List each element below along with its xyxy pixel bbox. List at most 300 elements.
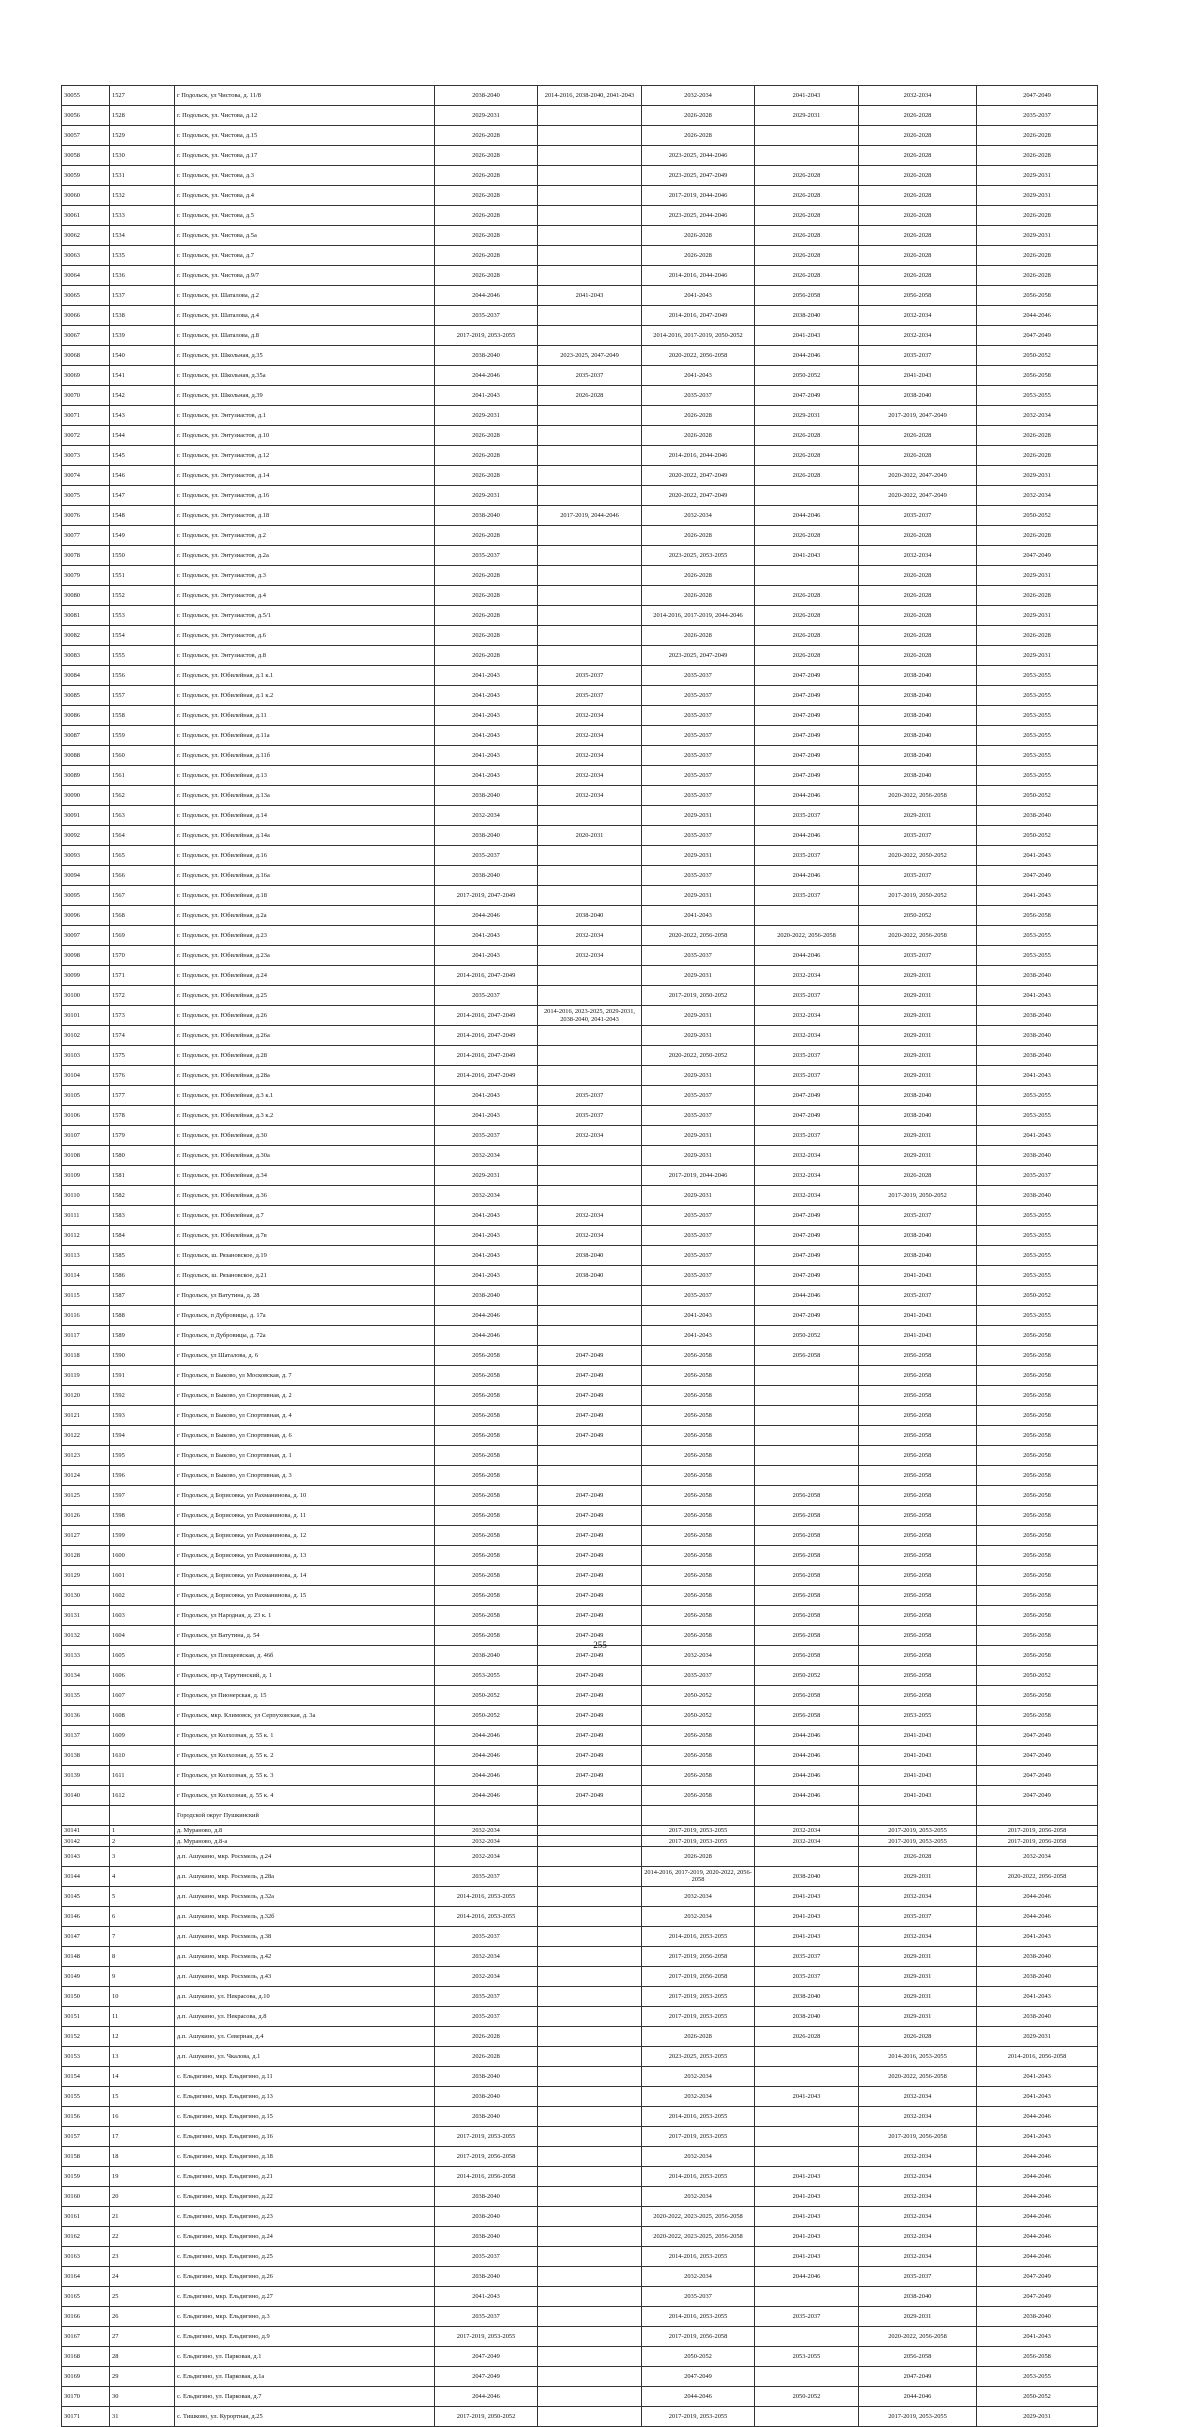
- cell-period-6: 2047-2049: [977, 2266, 1098, 2286]
- cell-address: г. Подольск, ул. Энтузиастов, д.2: [175, 526, 435, 546]
- cell-period-5: 2056-2058: [859, 1346, 977, 1366]
- cell-row-id: 30162: [62, 2226, 110, 2246]
- cell-period-3: 2035-2037: [642, 1106, 755, 1126]
- cell-local-number: 1552: [110, 586, 175, 606]
- cell-local-number: 1538: [110, 306, 175, 326]
- cell-period-4: 2044-2046: [755, 1726, 859, 1746]
- cell-period-3: 2035-2037: [642, 746, 755, 766]
- table-row: [62, 486, 1098, 506]
- table-row: [62, 826, 1098, 846]
- table-row: [62, 2186, 1098, 2206]
- cell-period-2: 2014-2016, 2038-2040, 2041-2043: [538, 86, 642, 106]
- cell-period-5: 2056-2058: [859, 2346, 977, 2366]
- cell-period-3: 2035-2037: [642, 786, 755, 806]
- cell-row-id: 30123: [62, 1446, 110, 1466]
- table-row: [62, 1526, 1098, 1546]
- cell-row-id: 30096: [62, 906, 110, 926]
- cell-period-5: 2047-2049: [859, 2366, 977, 2386]
- cell-period-6: 2053-2055: [977, 1226, 1098, 1246]
- table-row: [62, 1566, 1098, 1586]
- cell-period-1: 2014-2016, 2047-2049: [435, 1046, 538, 1066]
- cell-period-6: 2029-2031: [977, 226, 1098, 246]
- cell-local-number: 1530: [110, 146, 175, 166]
- cell-period-3: 2032-2034: [642, 2186, 755, 2206]
- cell-local-number: 1548: [110, 506, 175, 526]
- document-sheet: [61, 85, 1097, 2427]
- cell-period-5: 2017-2019, 2050-2052: [859, 886, 977, 906]
- cell-row-id: 30087: [62, 726, 110, 746]
- cell-period-5: 2017-2019, 2050-2052: [859, 1186, 977, 1206]
- cell-period-1: 2041-2043: [435, 766, 538, 786]
- cell-address: с. Ельдигино, мкр. Ельдигино, д.18: [175, 2146, 435, 2166]
- cell-period-6: 2050-2052: [977, 786, 1098, 806]
- cell-period-2: [538, 1026, 642, 1046]
- cell-period-1: 2032-2034: [435, 1966, 538, 1986]
- cell-period-6: 2047-2049: [977, 2286, 1098, 2306]
- cell-period-5: 2056-2058: [859, 1366, 977, 1386]
- cell-period-1: 2050-2052: [435, 1706, 538, 1726]
- cell-period-4: 2044-2046: [755, 1766, 859, 1786]
- cell-period-3: 2056-2058: [642, 1386, 755, 1406]
- cell-period-5: 2053-2055: [859, 1706, 977, 1726]
- cell-local-number: 31: [110, 2406, 175, 2426]
- cell-row-id: 30124: [62, 1466, 110, 1486]
- cell-period-3: 2056-2058: [642, 1366, 755, 1386]
- cell-local-number: 1592: [110, 1386, 175, 1406]
- cell-period-6: [977, 1806, 1098, 1826]
- cell-address: г. Подольск, ш. Рязановское, д.19: [175, 1246, 435, 1266]
- cell-address: д.п. Ашукино, ул. Северная, д.4: [175, 2026, 435, 2046]
- cell-local-number: 1605: [110, 1646, 175, 1666]
- cell-row-id: 30093: [62, 846, 110, 866]
- cell-local-number: 1574: [110, 1026, 175, 1046]
- cell-period-3: 2032-2034: [642, 506, 755, 526]
- cell-period-4: [755, 2106, 859, 2126]
- cell-row-id: 30131: [62, 1606, 110, 1626]
- cell-address: г. Подольск, ул. Юбилейная, д.30: [175, 1126, 435, 1146]
- cell-local-number: 1609: [110, 1726, 175, 1746]
- cell-period-2: 2032-2034: [538, 1226, 642, 1246]
- cell-period-6: 2056-2058: [977, 1626, 1098, 1646]
- cell-period-6: 2050-2052: [977, 346, 1098, 366]
- cell-period-4: 2044-2046: [755, 786, 859, 806]
- cell-period-4: 2041-2043: [755, 326, 859, 346]
- table-row: [62, 1066, 1098, 1086]
- cell-address: г. Подольск, ул. Энтузиастов, д.8: [175, 646, 435, 666]
- cell-period-1: 2029-2031: [435, 1166, 538, 1186]
- cell-period-3: 2041-2043: [642, 286, 755, 306]
- table-row: [62, 2106, 1098, 2126]
- table-row: [62, 86, 1098, 106]
- cell-period-1: 2038-2040: [435, 2106, 538, 2126]
- cell-period-2: [538, 606, 642, 626]
- cell-period-4: 2026-2028: [755, 626, 859, 646]
- cell-period-4: 2035-2037: [755, 806, 859, 826]
- cell-period-2: [538, 646, 642, 666]
- cell-period-1: 2035-2037: [435, 1986, 538, 2006]
- cell-row-id: 30100: [62, 986, 110, 1006]
- cell-row-id: 30149: [62, 1966, 110, 1986]
- cell-period-4: 2032-2034: [755, 1026, 859, 1046]
- cell-period-3: 2020-2022, 2050-2052: [642, 1046, 755, 1066]
- table-row: [62, 326, 1098, 346]
- cell-period-1: 2056-2058: [435, 1586, 538, 1606]
- cell-period-3: 2014-2016, 2053-2055: [642, 2306, 755, 2326]
- cell-row-id: 30085: [62, 686, 110, 706]
- cell-row-id: 30060: [62, 186, 110, 206]
- cell-period-1: 2044-2046: [435, 286, 538, 306]
- cell-period-5: 2017-2019, 2047-2049: [859, 406, 977, 426]
- table-row: [62, 586, 1098, 606]
- table-row: [62, 2366, 1098, 2386]
- table-row: [62, 906, 1098, 926]
- cell-period-5: 2026-2028: [859, 246, 977, 266]
- cell-local-number: 1598: [110, 1506, 175, 1526]
- table-row: [62, 866, 1098, 886]
- table-row: [62, 1506, 1098, 1526]
- table-row: [62, 1306, 1098, 1326]
- cell-period-5: 2029-2031: [859, 1146, 977, 1166]
- cell-period-2: [538, 2006, 642, 2026]
- cell-local-number: 1573: [110, 1006, 175, 1026]
- cell-period-4: 2056-2058: [755, 1566, 859, 1586]
- cell-period-2: 2032-2034: [538, 1126, 642, 1146]
- cell-period-1: 2029-2031: [435, 486, 538, 506]
- cell-period-2: [538, 1986, 642, 2006]
- cell-row-id: 30144: [62, 1866, 110, 1886]
- cell-period-3: 2026-2028: [642, 626, 755, 646]
- cell-address: г. Подольск, ул. Юбилейная, д.36: [175, 1186, 435, 1206]
- cell-local-number: 1612: [110, 1786, 175, 1806]
- cell-address: с. Ельдигино, ул. Парковая, д.1а: [175, 2366, 435, 2386]
- cell-period-2: 2047-2049: [538, 1346, 642, 1366]
- cell-period-3: 2020-2022, 2056-2058: [642, 346, 755, 366]
- cell-address: г. Подольск, ул. Юбилейная, д.16а: [175, 866, 435, 886]
- cell-period-2: [538, 226, 642, 246]
- cell-period-5: 2056-2058: [859, 286, 977, 306]
- cell-local-number: 1529: [110, 126, 175, 146]
- table-row: [62, 1786, 1098, 1806]
- cell-address: г Подольск, ул Чистова, д. 11/8: [175, 86, 435, 106]
- cell-period-1: 2026-2028: [435, 2046, 538, 2066]
- cell-local-number: 1537: [110, 286, 175, 306]
- cell-period-6: 2056-2058: [977, 906, 1098, 926]
- cell-row-id: 30114: [62, 1266, 110, 1286]
- cell-period-1: 2047-2049: [435, 2346, 538, 2366]
- table-row: [62, 746, 1098, 766]
- cell-period-4: 2041-2043: [755, 86, 859, 106]
- cell-period-3: 2035-2037: [642, 706, 755, 726]
- cell-period-2: [538, 1306, 642, 1326]
- table-row: [62, 1446, 1098, 1466]
- cell-local-number: 1606: [110, 1666, 175, 1686]
- cell-local-number: 13: [110, 2046, 175, 2066]
- cell-address: с. Ельдигино, мкр. Ельдигино, д.22: [175, 2186, 435, 2206]
- cell-period-6: 2056-2058: [977, 1586, 1098, 1606]
- cell-row-id: 30158: [62, 2146, 110, 2166]
- cell-row-id: 30134: [62, 1666, 110, 1686]
- table-row: [62, 1586, 1098, 1606]
- cell-address: д.п. Ашукино, мкр. Росхмель, д.32б: [175, 1906, 435, 1926]
- cell-period-1: 2017-2019, 2053-2055: [435, 2326, 538, 2346]
- cell-row-id: 30154: [62, 2066, 110, 2086]
- table-row: [62, 286, 1098, 306]
- cell-period-1: 2056-2058: [435, 1606, 538, 1626]
- cell-period-6: 2053-2055: [977, 666, 1098, 686]
- cell-period-6: 2029-2031: [977, 2026, 1098, 2046]
- table-row: [62, 1866, 1098, 1886]
- cell-period-5: 2056-2058: [859, 1666, 977, 1686]
- cell-address: г. Подольск, ул. Юбилейная, д.26: [175, 1006, 435, 1026]
- table-row: [62, 2286, 1098, 2306]
- cell-period-3: 2023-2025, 2044-2046: [642, 146, 755, 166]
- cell-period-3: 2014-2016, 2053-2055: [642, 1926, 755, 1946]
- cell-period-4: 2056-2058: [755, 1486, 859, 1506]
- cell-local-number: 1601: [110, 1566, 175, 1586]
- cell-period-1: 2044-2046: [435, 1786, 538, 1806]
- cell-row-id: 30150: [62, 1986, 110, 2006]
- cell-address: г Подольск, п Дубровицы, д. 72а: [175, 1326, 435, 1346]
- cell-period-5: 2026-2028: [859, 426, 977, 446]
- cell-period-6: 2038-2040: [977, 1146, 1098, 1166]
- cell-local-number: 8: [110, 1946, 175, 1966]
- cell-period-5: 2020-2022, 2056-2058: [859, 786, 977, 806]
- cell-local-number: 1562: [110, 786, 175, 806]
- cell-period-1: 2038-2040: [435, 2086, 538, 2106]
- cell-row-id: 30138: [62, 1746, 110, 1766]
- cell-period-3: 2035-2037: [642, 946, 755, 966]
- cell-period-2: [538, 246, 642, 266]
- cell-row-id: 30145: [62, 1886, 110, 1906]
- cell-period-2: 2047-2049: [538, 1726, 642, 1746]
- cell-period-4: 2038-2040: [755, 1986, 859, 2006]
- cell-period-1: 2014-2016, 2053-2055: [435, 1906, 538, 1926]
- cell-period-3: 2029-2031: [642, 846, 755, 866]
- cell-period-4: 2026-2028: [755, 266, 859, 286]
- cell-period-4: 2041-2043: [755, 2166, 859, 2186]
- table-row: [62, 2346, 1098, 2366]
- cell-local-number: 1561: [110, 766, 175, 786]
- cell-local-number: 18: [110, 2146, 175, 2166]
- cell-row-id: 30064: [62, 266, 110, 286]
- cell-local-number: 1: [110, 1826, 175, 1836]
- table-row: [62, 1826, 1098, 1836]
- cell-period-4: [755, 2366, 859, 2386]
- cell-period-6: 2056-2058: [977, 1506, 1098, 1526]
- cell-period-3: 2032-2034: [642, 2266, 755, 2286]
- cell-period-1: 2044-2046: [435, 906, 538, 926]
- cell-period-2: 2038-2040: [538, 1266, 642, 1286]
- table-row: [62, 986, 1098, 1006]
- cell-period-5: 2029-2031: [859, 1986, 977, 2006]
- cell-period-3: 2023-2025, 2044-2046: [642, 206, 755, 226]
- cell-period-5: 2032-2034: [859, 2146, 977, 2166]
- cell-local-number: 1557: [110, 686, 175, 706]
- cell-period-3: 2029-2031: [642, 966, 755, 986]
- cell-address: г. Подольск, ул. Энтузиастов, д.10: [175, 426, 435, 446]
- cell-period-3: 2026-2028: [642, 586, 755, 606]
- cell-address: д.п. Ашукино, мкр. Росхмель, д.43: [175, 1966, 435, 1986]
- cell-period-2: [538, 2266, 642, 2286]
- cell-period-6: 2044-2046: [977, 2146, 1098, 2166]
- cell-row-id: 30061: [62, 206, 110, 226]
- cell-address: г. Подольск, ул. Школьная, д.39: [175, 386, 435, 406]
- cell-address: д.п. Ашукино, ул. Некрасова, д.10: [175, 1986, 435, 2006]
- cell-address: д.п. Ашукино, мкр. Росхмель, д.38: [175, 1926, 435, 1946]
- cell-period-6: 2026-2028: [977, 426, 1098, 446]
- table-row: [62, 1926, 1098, 1946]
- cell-period-4: 2056-2058: [755, 1646, 859, 1666]
- cell-period-4: 2056-2058: [755, 1686, 859, 1706]
- cell-period-4: 2035-2037: [755, 886, 859, 906]
- cell-period-2: [538, 2206, 642, 2226]
- cell-period-6: 2047-2049: [977, 1726, 1098, 1746]
- cell-period-2: 2047-2049: [538, 1406, 642, 1426]
- cell-address: с. Ельдигино, мкр. Ельдигино, д.25: [175, 2246, 435, 2266]
- cell-address: г. Подольск, ул. Юбилейная, д.3 к.2: [175, 1106, 435, 1126]
- cell-address: Городской округ Пушкинский: [175, 1806, 435, 1826]
- cell-period-6: 2056-2058: [977, 286, 1098, 306]
- cell-period-5: 2032-2034: [859, 2246, 977, 2266]
- cell-period-1: 2056-2058: [435, 1546, 538, 1566]
- cell-local-number: 21: [110, 2206, 175, 2226]
- cell-period-2: [538, 2146, 642, 2166]
- cell-period-2: [538, 806, 642, 826]
- cell-address: д. Мураново, д.8: [175, 1826, 435, 1836]
- cell-local-number: 1543: [110, 406, 175, 426]
- cell-period-2: 2047-2049: [538, 1766, 642, 1786]
- cell-period-4: 2044-2046: [755, 346, 859, 366]
- cell-period-4: 2047-2049: [755, 1106, 859, 1126]
- cell-period-3: 2035-2037: [642, 1086, 755, 1106]
- cell-period-5: 2056-2058: [859, 1406, 977, 1426]
- cell-period-4: 2047-2049: [755, 766, 859, 786]
- cell-address: д.п. Ашукино, мкр. Росхмель, д.32а: [175, 1886, 435, 1906]
- cell-period-4: [755, 126, 859, 146]
- cell-row-id: 30113: [62, 1246, 110, 1266]
- cell-period-2: [538, 206, 642, 226]
- cell-period-2: [538, 2326, 642, 2346]
- cell-row-id: 30157: [62, 2126, 110, 2146]
- cell-period-6: 2035-2037: [977, 1166, 1098, 1186]
- cell-local-number: 1539: [110, 326, 175, 346]
- cell-period-4: 2041-2043: [755, 2226, 859, 2246]
- table-row: [62, 2126, 1098, 2146]
- cell-period-2: [538, 966, 642, 986]
- cell-period-2: 2035-2037: [538, 686, 642, 706]
- cell-period-5: 2035-2037: [859, 866, 977, 886]
- cell-period-3: 2056-2058: [642, 1566, 755, 1586]
- cell-local-number: 30: [110, 2386, 175, 2406]
- cell-local-number: 1578: [110, 1106, 175, 1126]
- cell-local-number: 3: [110, 1846, 175, 1866]
- cell-period-1: 2026-2028: [435, 2026, 538, 2046]
- cell-local-number: 1553: [110, 606, 175, 626]
- cell-row-id: 30153: [62, 2046, 110, 2066]
- cell-period-6: 2056-2058: [977, 1686, 1098, 1706]
- cell-period-2: [538, 2026, 642, 2046]
- cell-period-4: 2041-2043: [755, 1906, 859, 1926]
- cell-period-1: 2044-2046: [435, 1306, 538, 1326]
- cell-period-3: 2014-2016, 2017-2019, 2044-2046: [642, 606, 755, 626]
- cell-period-3: 2032-2034: [642, 2146, 755, 2166]
- cell-row-id: 30122: [62, 1426, 110, 1446]
- cell-period-1: 2041-2043: [435, 1266, 538, 1286]
- cell-period-5: 2038-2040: [859, 726, 977, 746]
- cell-period-5: 2026-2028: [859, 606, 977, 626]
- cell-period-4: 2029-2031: [755, 106, 859, 126]
- cell-period-6: 2044-2046: [977, 2186, 1098, 2206]
- cell-row-id: 30129: [62, 1566, 110, 1586]
- cell-period-1: 2017-2019, 2053-2055: [435, 2126, 538, 2146]
- cell-period-6: 2041-2043: [977, 1126, 1098, 1146]
- cell-period-5: 2026-2028: [859, 146, 977, 166]
- cell-period-6: 2038-2040: [977, 1026, 1098, 1046]
- cell-period-6: 2047-2049: [977, 1766, 1098, 1786]
- cell-row-id: 30073: [62, 446, 110, 466]
- cell-period-6: 2053-2055: [977, 1266, 1098, 1286]
- cell-address: г. Подольск, ул. Энтузиастов, д.6: [175, 626, 435, 646]
- cell-period-1: 2056-2058: [435, 1626, 538, 1646]
- cell-period-4: 2041-2043: [755, 2186, 859, 2206]
- cell-period-5: 2038-2040: [859, 706, 977, 726]
- cell-period-2: 2047-2049: [538, 1566, 642, 1586]
- cell-address: д.п. Ашукино, ул. Чкалова, д.1: [175, 2046, 435, 2066]
- cell-period-5: 2029-2031: [859, 806, 977, 826]
- cell-row-id: 30071: [62, 406, 110, 426]
- cell-local-number: 27: [110, 2326, 175, 2346]
- cell-period-4: 2038-2040: [755, 306, 859, 326]
- cell-period-2: [538, 1806, 642, 1826]
- cell-period-2: [538, 2246, 642, 2266]
- cell-period-2: [538, 486, 642, 506]
- table-row: [62, 426, 1098, 446]
- cell-local-number: 1608: [110, 1706, 175, 1726]
- cell-period-6: 2053-2055: [977, 1306, 1098, 1326]
- cell-local-number: 1575: [110, 1046, 175, 1066]
- cell-address: г. Подольск, ул. Юбилейная, д.26а: [175, 1026, 435, 1046]
- cell-period-1: 2026-2028: [435, 566, 538, 586]
- table-row: [62, 1806, 1098, 1826]
- table-row: [62, 926, 1098, 946]
- table-row: [62, 1726, 1098, 1746]
- cell-period-3: 2035-2037: [642, 766, 755, 786]
- cell-local-number: 1565: [110, 846, 175, 866]
- cell-period-1: 2038-2040: [435, 2226, 538, 2246]
- cell-local-number: 1540: [110, 346, 175, 366]
- cell-address: г. Подольск, ул. Юбилейная, д.28: [175, 1046, 435, 1066]
- cell-period-6: 2038-2040: [977, 1006, 1098, 1026]
- cell-period-4: 2056-2058: [755, 1606, 859, 1626]
- cell-address: с. Ельдигино, мкр. Ельдигино, д.13: [175, 2086, 435, 2106]
- cell-period-4: 2047-2049: [755, 1226, 859, 1246]
- table-row: [62, 526, 1098, 546]
- cell-period-3: 2056-2058: [642, 1586, 755, 1606]
- cell-period-3: 2017-2019, 2056-2058: [642, 1946, 755, 1966]
- cell-period-2: [538, 1836, 642, 1846]
- cell-period-1: 2026-2028: [435, 606, 538, 626]
- cell-period-4: 2032-2034: [755, 1166, 859, 1186]
- cell-period-1: 2056-2058: [435, 1526, 538, 1546]
- cell-local-number: 24: [110, 2266, 175, 2286]
- cell-address: г Подольск, п Быково, ул Спортивная, д. 6: [175, 1426, 435, 1446]
- cell-row-id: 30110: [62, 1186, 110, 1206]
- cell-local-number: 1558: [110, 706, 175, 726]
- table-row: [62, 2386, 1098, 2406]
- cell-row-id: 30166: [62, 2306, 110, 2326]
- cell-period-4: 2026-2028: [755, 466, 859, 486]
- cell-period-2: [538, 1186, 642, 1206]
